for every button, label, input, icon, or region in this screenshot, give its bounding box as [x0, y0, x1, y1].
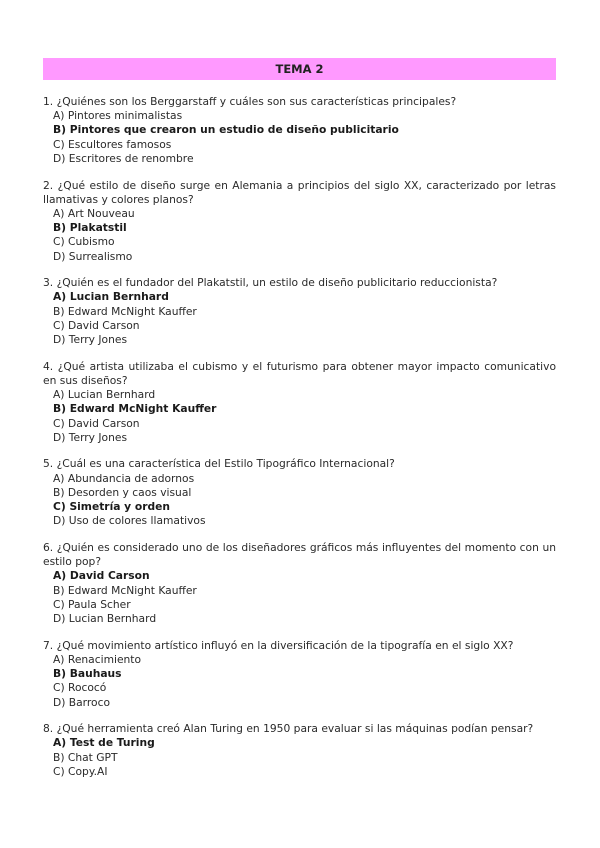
answer-option: A) Abundancia de adornos — [53, 471, 195, 485]
answer-option: D) Surrealismo — [53, 249, 133, 263]
question-block — [43, 639, 556, 710]
answer-option: C) Escultores famosos — [53, 137, 172, 151]
answer-options — [43, 207, 556, 264]
answer-options — [43, 736, 556, 779]
answer-option: C) David Carson — [53, 318, 140, 332]
question-block — [43, 276, 556, 347]
answer-option-correct: B) Pintores que crearon un estudio de diseño publicitario — [53, 123, 399, 137]
answer-options — [43, 569, 556, 626]
question-stem: 8. ¿Qué herramienta creó Alan Turing en 1950 para evaluar si las máquinas podían pensar? — [43, 722, 534, 736]
question-stem: 1. ¿Quiénes son los Berggarstaff y cuáles son sus características principales? — [43, 95, 457, 108]
answer-option: B) Chat GPT — [53, 750, 118, 764]
answer-option: D) Terry Jones — [53, 333, 128, 347]
question-stem: 6. ¿Quién es considerado uno de los diseñadores gráficos más influyentes del momento con un estilo pop? — [43, 540, 556, 569]
answer-option: D) Barroco — [53, 695, 110, 709]
question-block — [43, 457, 556, 528]
question-block — [43, 95, 556, 166]
answer-option-correct: B) Edward McNight Kauffer — [53, 402, 217, 416]
answer-option: C) Copy.AI — [53, 764, 108, 778]
question-stem: 5. ¿Cuál es una característica del Estilo Tipográfico Internacional? — [43, 457, 395, 471]
answer-option: B) Edward McNight Kauffer — [53, 304, 197, 318]
answer-option-correct: A) David Carson — [53, 569, 150, 583]
answer-option: A) Art Nouveau — [53, 206, 135, 220]
question-block — [43, 360, 556, 445]
answer-options — [43, 388, 556, 445]
question-block — [43, 722, 556, 779]
answer-options — [43, 109, 556, 166]
answer-option: A) Pintores minimalistas — [53, 109, 183, 123]
question-stem: 4. ¿Qué artista utilizaba el cubismo y el futurismo para obtener mayor impacto comunicativo en sus diseños? — [43, 359, 556, 387]
answer-option-correct: A) Test de Turing — [53, 736, 155, 750]
answer-option: C) David Carson — [53, 416, 140, 430]
answer-option: C) Paula Scher — [53, 597, 131, 611]
question-block — [43, 179, 556, 264]
answer-options — [43, 290, 556, 347]
question-list — [43, 95, 556, 792]
answer-option: A) Lucian Bernhard — [53, 388, 156, 402]
question-block — [43, 541, 556, 626]
answer-options — [43, 472, 556, 529]
answer-option-correct: A) Lucian Bernhard — [53, 290, 169, 304]
answer-option: B) Desorden y caos visual — [53, 485, 192, 499]
answer-option: C) Cubismo — [53, 235, 115, 249]
question-stem: 7. ¿Qué movimiento artístico influyó en la diversificación de la tipografía en el siglo XX? — [43, 638, 514, 652]
question-stem: 2. ¿Qué estilo de diseño surge en Alemania a principios del siglo XX, caracterizado por letras llamativas y colores planos? — [43, 178, 556, 206]
answer-option: D) Terry Jones — [53, 430, 128, 444]
section-header: TEMA 2 — [43, 58, 556, 80]
answer-option: D) Lucian Bernhard — [53, 612, 157, 625]
answer-option-correct: B) Plakatstil — [53, 221, 127, 235]
answer-options — [43, 653, 556, 710]
answer-option: D) Uso de colores llamativos — [53, 514, 206, 528]
answer-option-correct: B) Bauhaus — [53, 667, 122, 681]
answer-option: C) Rococó — [53, 681, 107, 695]
answer-option-correct: C) Simetría y orden — [53, 500, 170, 514]
answer-option: A) Renacimiento — [53, 652, 142, 666]
answer-option: B) Edward McNight Kauffer — [53, 583, 197, 597]
answer-option: D) Escritores de renombre — [53, 151, 194, 165]
question-stem: 3. ¿Quién es el fundador del Plakatstil, un estilo de diseño publicitario reduccionista? — [43, 276, 498, 290]
